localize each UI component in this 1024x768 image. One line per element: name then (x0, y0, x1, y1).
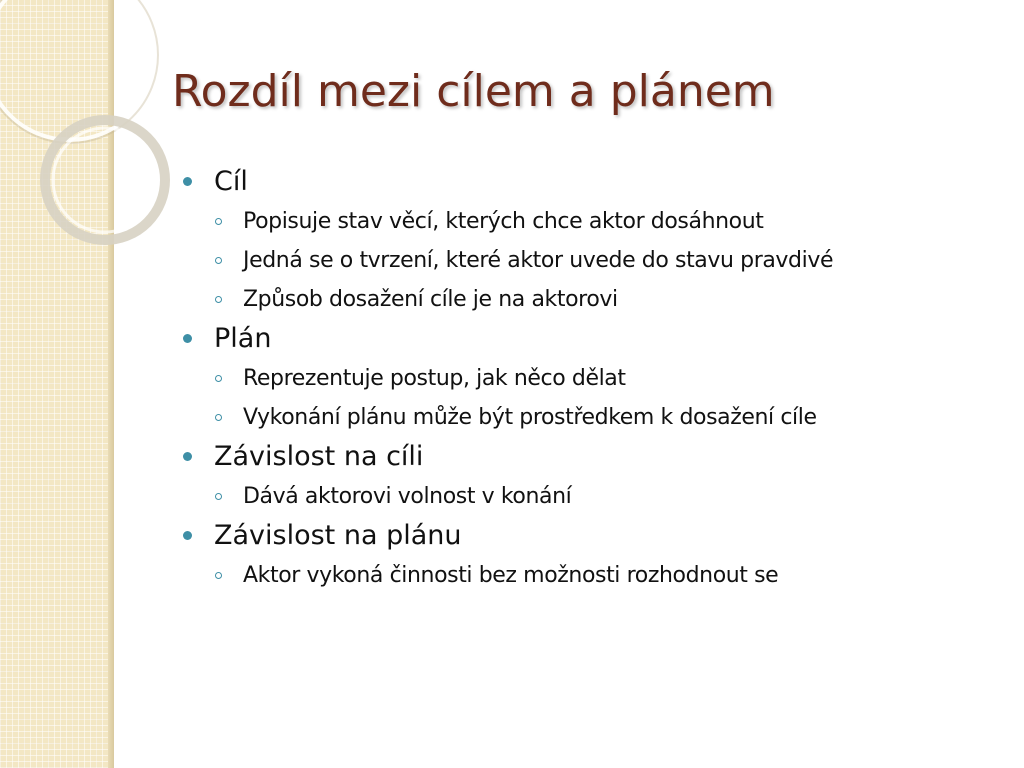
bullet-item (183, 516, 983, 595)
sub-bullet-label: Vykonání plánu může být prostředkem k dosažení cíle (243, 405, 817, 430)
ring-bullet-icon (215, 493, 222, 500)
sub-bullet-label: Popisuje stav věcí, kterých chce aktor dosáhnout (243, 209, 764, 234)
sub-bullet-label: Jedná se o tvrzení, které aktor uvede do stavu pravdivé (243, 248, 834, 273)
ring-medium-inner (53, 128, 157, 232)
ring-bullet-icon (215, 414, 222, 421)
sub-bullet-label: Reprezentuje postup, jak něco dělat (243, 366, 626, 391)
bullet-item (183, 437, 983, 516)
sub-bullet-list (214, 477, 983, 516)
ring-medium (45, 120, 165, 240)
slide-content (183, 162, 983, 595)
slide-title: Rozdíl mezi cílem a plánem (172, 66, 775, 117)
sub-bullet-item (214, 359, 983, 398)
sub-bullet-label: Způsob dosažení cíle je na aktorovi (243, 287, 618, 312)
bullet-item (183, 319, 983, 437)
sub-bullet-list (214, 359, 983, 437)
ring-bullet-icon (215, 572, 222, 579)
sub-bullet-item (214, 280, 983, 319)
ring-bullet-icon (215, 218, 222, 225)
sub-bullet-item (214, 477, 983, 516)
sub-bullet-item (214, 202, 983, 241)
ring-bullet-icon (215, 296, 222, 303)
bullet-dot-icon (183, 531, 192, 540)
bullet-label: Závislost na cíli (214, 441, 424, 472)
ring-bullet-icon (215, 257, 222, 264)
sub-bullet-list (214, 556, 983, 595)
bullet-dot-icon (183, 177, 192, 186)
sub-bullet-label: Aktor vykoná činnosti bez možnosti rozhodnout se (243, 563, 779, 588)
sub-bullet-item (214, 398, 983, 437)
bullet-item (183, 162, 983, 319)
ring-bullet-icon (215, 375, 222, 382)
sub-bullet-item (214, 241, 983, 280)
bullet-label: Cíl (214, 166, 248, 197)
bullet-list (183, 162, 983, 595)
bullet-label: Plán (214, 323, 272, 354)
bullet-label: Závislost na plánu (214, 520, 462, 551)
sub-bullet-item (214, 556, 983, 595)
bullet-dot-icon (183, 334, 192, 343)
sub-bullet-label: Dává aktorovi volnost v konání (243, 484, 572, 509)
sub-bullet-list (214, 202, 983, 319)
bullet-dot-icon (183, 452, 192, 461)
